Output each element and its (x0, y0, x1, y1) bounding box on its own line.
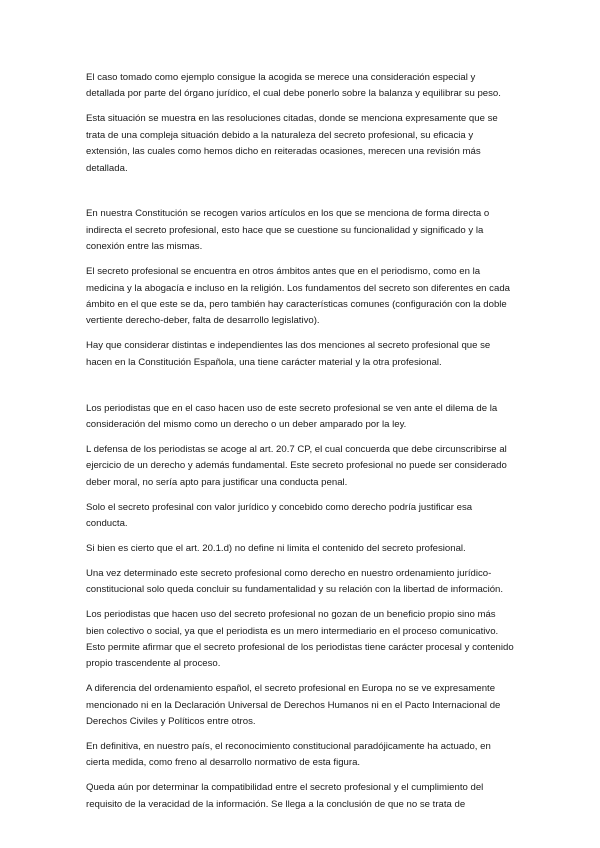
paragraph: Esta situación se muestra en las resoluciones citadas, donde se menciona expresamente que se trata de una compleja situación debido a la naturaleza del secreto profesional, su eficacia y extensión, las cuales como hemos dicho en reiteradas ocasiones, merecen una revisión más detallada. (86, 113, 498, 174)
body-text (86, 70, 514, 822)
paragraph: Si bien es cierto que el art. 20.1.d) no define ni limita el contenido del secreto profesional. (86, 542, 466, 554)
paragraph: El caso tomado como ejemplo consigue la acogida se merece una consideración especial y detallada por parte del órgano jurídico, el cual debe ponerlo sobre la balanza y equilibrar su peso. (86, 72, 501, 100)
section-gap (86, 380, 514, 401)
paragraph: Los periodistas que hacen uso del secreto profesional no gozan de un beneficio propio sino más bien colectivo o social, ya que el periodista es un mero intermediario en el proceso comunicativo. Esto permite afirmar que el secreto profesional de los periodistas tiene carácter procesal y contenido propio trascendente al proceso. (86, 609, 514, 670)
paragraph: El secreto profesional se encuentra en otros ámbitos antes que en el periodismo, como en la medicina y la abogacía e incluso en la religión. Los fundamentos del secreto son diferentes en cada ámbito en el que este se da, pero también hay características comunes (configuración con la doble vertiente derecho-deber, falta de desarrollo legislativo). (86, 266, 510, 327)
paragraph: Los periodistas que en el caso hacen uso de este secreto profesional se ven ante el dilema de la consideración del mismo como un derecho o un deber amparado por la ley. (86, 402, 498, 430)
paragraph: Queda aún por determinar la compatibilidad entre el secreto profesional y el cumplimiento del requisito de la veracidad de la información. Se llega a la conclusión de que no se trata de (86, 782, 484, 810)
paragraph: En definitiva, en nuestro país, el reconocimiento constitucional paradójicamente ha actuado, en cierta medida, como freno al desarrollo normativo de esta figura. (86, 741, 491, 769)
paragraph: Hay que considerar distintas e independientes las dos menciones al secreto profesional que se hacen en la Constitución Española, una tiene carácter material y la otra profesional. (86, 340, 491, 368)
paragraph: A diferencia del ordenamiento español, el secreto profesional en Europa no se ve expresamente mencionado ni en la Declaración Universal de Derechos Humanos ni en el Pacto Internacional de Derechos Civiles y Políticos entre otros. (86, 683, 501, 728)
section-gap (86, 185, 514, 206)
paragraph: Una vez determinado este secreto profesional como derecho en nuestro ordenamiento jurídico-constitucional solo queda concluir su fundamentalidad y su relación con la libertad de información. (86, 567, 504, 596)
paragraph: L defensa de los periodistas se acoge al art. 20.7 CP, el cual concuerda que debe circunscribirse al ejercicio de un derecho y además fundamental. Este secreto profesional no puede ser considerado deber moral, no sería apto para justificar una conducta penal. (86, 443, 507, 488)
paragraph: Solo el secreto profesinal con valor jurídico y concebido como derecho podría justificar esa conducta. (86, 501, 473, 530)
paragraph: En nuestra Constitución se recogen varios artículos en los que se menciona de forma directa o indirecta el secreto profesional, esto hace que se cuestione su funcionalidad y significado y la conexión entre las mismas. (86, 208, 490, 253)
